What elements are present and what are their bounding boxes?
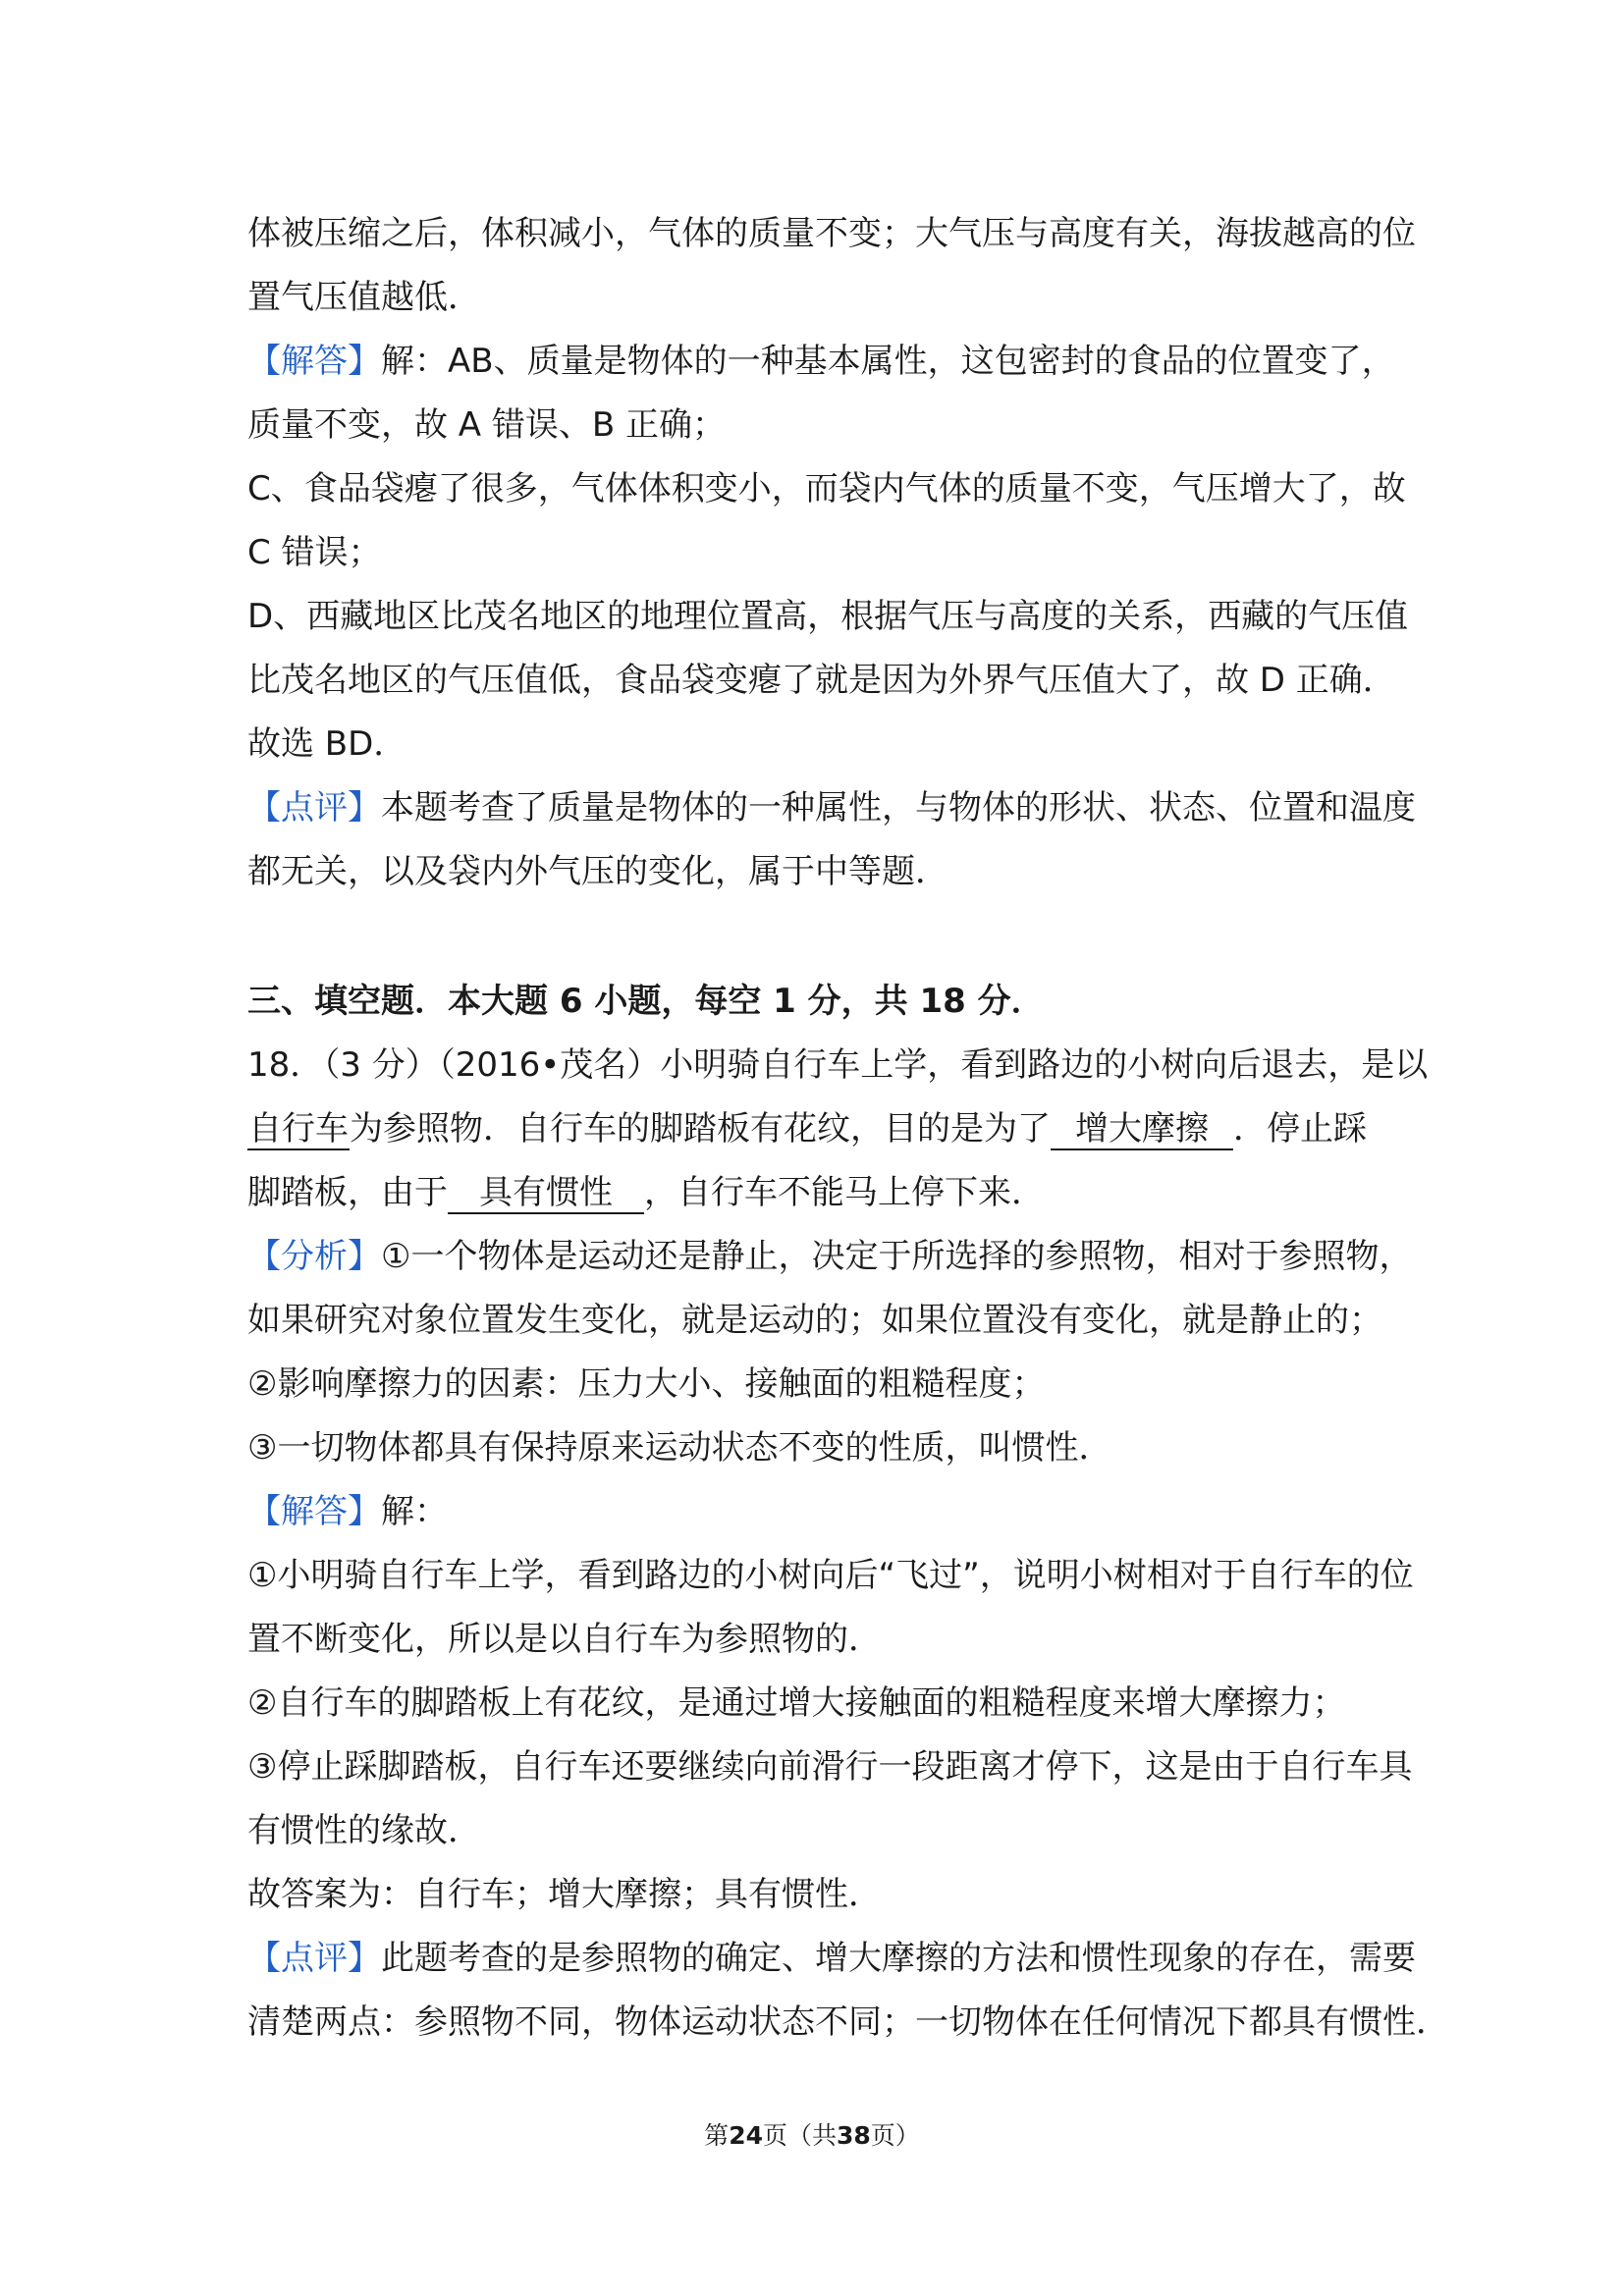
footer-prefix: 第 [704, 2121, 730, 2150]
comment-paragraph [247, 786, 1416, 829]
text-line: 置不断变化，所以是以自行车为参照物的． [247, 1620, 882, 1659]
analysis-paragraph [247, 1235, 1413, 1278]
text-line: ②影响摩擦力的因素：压力大小、接触面的粗糙程度； [247, 1364, 1046, 1404]
text-line: 体被压缩之后，体积减小，气体的质量不变；大气压与高度有关，海拔越高的位 [247, 214, 1416, 253]
text-line: ③停止踩脚踏板，自行车还要继续向前滑行一段距离才停下，这是由于自行车具 [247, 1747, 1413, 1787]
text-line: 质量不变，故 A 错误、B 正确； [247, 405, 727, 445]
page-number: 24 [729, 2121, 763, 2150]
total-pages: 38 [837, 2121, 871, 2150]
text-line: 如果研究对象位置发生变化，就是运动的；如果位置没有变化，就是静止的； [247, 1301, 1382, 1340]
answer-blank: 自行车 [248, 1109, 349, 1148]
text-line: ②自行车的脚踏板上有花纹，是通过增大接触面的粗糙程度来增大摩擦力； [247, 1683, 1346, 1723]
answer-tag: 【解答】 [247, 342, 381, 381]
comment-paragraph [247, 1937, 1416, 1980]
answer-blank: 具有惯性 [448, 1173, 644, 1214]
footer-suffix: 页） [870, 2121, 920, 2150]
text-line: D、西藏地区比茂名地区的地理位置高，根据气压与高度的关系，西藏的气压值 [247, 597, 1409, 636]
text-line: C 错误； [247, 533, 382, 572]
text-line: 都无关，以及袋内外气压的变化，属于中等题． [247, 852, 948, 891]
text-span: ①一个物体是运动还是静止，决定于所选择的参照物，相对于参照物， [381, 1237, 1413, 1276]
text-line: 清楚两点：参照物不同，物体运动状态不同；一切物体在任何情况下都具有惯性． [247, 2002, 1449, 2042]
text-span: ，自行车不能马上停下来． [644, 1173, 1045, 1212]
text-span: 本题考查了质量是物体的一种属性，与物体的形状、状态、位置和温度 [381, 788, 1416, 828]
answer-paragraph [247, 340, 1396, 383]
question-stem [247, 1107, 1396, 1150]
text-line: ③一切物体都具有保持原来运动状态不变的性质，叫惯性． [247, 1428, 1112, 1468]
text-span: 解： [381, 1492, 448, 1531]
answer-paragraph [247, 1490, 1396, 1533]
text-line: 故答案为：自行车；增大摩擦；具有惯性． [247, 1875, 882, 1914]
text-line: 有惯性的缘故． [247, 1811, 481, 1850]
footer-middle: 页（共 [762, 2121, 837, 2150]
page-footer [0, 2120, 1624, 2152]
text-span: 为参照物．自行车的脚踏板有花纹，目的是为了 [350, 1109, 1051, 1148]
text-line: C、食品袋瘪了很多，气体体积变小，而袋内气体的质量不变，气压增大了，故 [247, 469, 1406, 508]
section-heading: 三、填空题．本大题 6 小题，每空 1 分，共 18 分． [247, 982, 1045, 1021]
comment-tag: 【点评】 [247, 1939, 381, 1978]
comment-tag: 【点评】 [247, 788, 381, 828]
answer-blank: 增大摩擦 [1051, 1109, 1233, 1150]
question-stem: 18．（3 分）（2016•茂名）小明骑自行车上学，看到路边的小树向后退去，是以 [247, 1045, 1429, 1085]
text-span: 脚踏板，由于 [247, 1173, 448, 1212]
question-stem [247, 1171, 1396, 1214]
text-span: 解：AB、质量是物体的一种基本属性，这包密封的食品的位置变了， [381, 342, 1395, 381]
text-span: ．停止踩 [1233, 1109, 1367, 1148]
text-span: 此题考查的是参照物的确定、增大摩擦的方法和惯性现象的存在，需要 [381, 1939, 1416, 1978]
text-line: 故选 BD． [247, 724, 407, 764]
text-line: 置气压值越低． [247, 278, 481, 317]
analysis-tag: 【分析】 [247, 1237, 381, 1276]
text-line: ①小明骑自行车上学，看到路边的小树向后“飞过”，说明小树相对于自行车的位 [247, 1556, 1414, 1595]
text-line: 比茂名地区的气压值低，食品袋变瘪了就是因为外界气压值大了，故 D 正确． [247, 661, 1396, 700]
answer-tag: 【解答】 [247, 1492, 381, 1531]
